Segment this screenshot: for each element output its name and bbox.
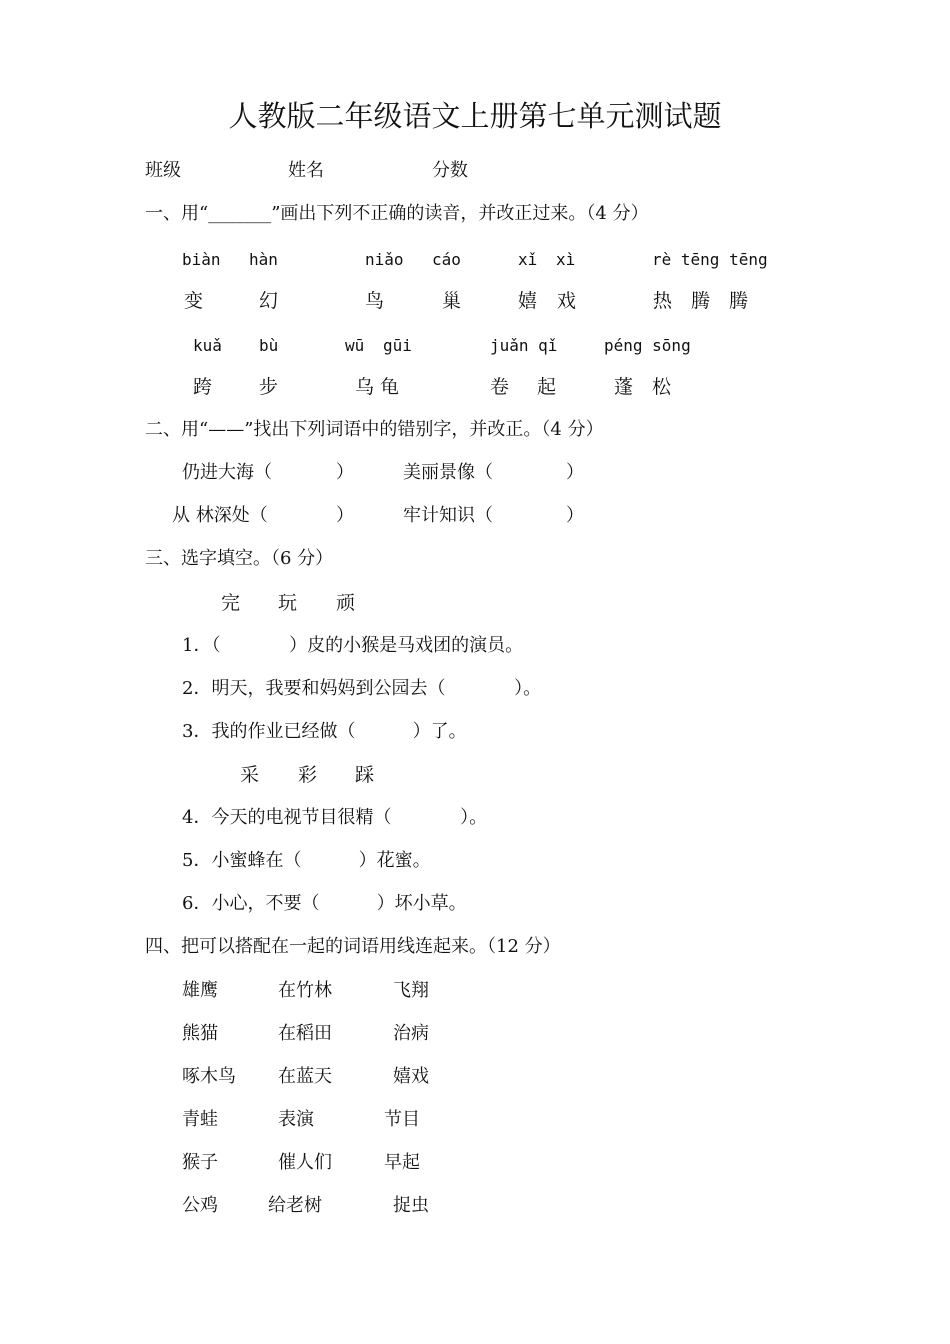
pinyin: xì [556,250,576,269]
hanzi: 鸟 [365,290,385,312]
hanzi: 步 [259,376,279,398]
hanzi: 松 [652,376,672,398]
name-label: 姓名 [288,160,324,181]
hanzi: 腾 [691,290,711,312]
match-right: 嬉戏 [393,1066,429,1087]
match-right: 捉虫 [393,1195,429,1216]
choice-char: 采 [240,764,260,786]
hanzi: 蓬 [614,376,634,398]
match-left: 熊猫 [182,1023,218,1044]
match-middle: 表演 [278,1109,314,1130]
pinyin: biàn [182,250,221,269]
match-right: 节目 [384,1109,420,1130]
pinyin: xǐ [518,250,538,269]
match-middle: 在竹林 [278,980,332,1001]
pinyin: gūi [383,336,412,355]
hanzi: 起 [537,376,557,398]
section2-heading: 二、用“——”找出下列词语中的错别字，并改正。（4 分） [145,419,604,440]
question-5: 5．小蜜蜂在（ ）花蜜。 [182,850,431,871]
match-middle: 催人们 [278,1152,332,1173]
word-item: 从 林深处（ [172,505,268,526]
pinyin: wū [345,336,365,355]
question-3: 3．我的作业已经做（ ）了。 [182,721,467,742]
hanzi: 变 [184,290,204,312]
question-6: 6．小心，不要（ ）坏小草。 [182,893,467,914]
choice-char: 完 [221,592,241,614]
hanzi: 腾 [729,290,749,312]
question-1: 1．（ ）皮的小猴是马戏团的演员。 [182,635,524,656]
pinyin: hàn [249,250,278,269]
match-middle: 给老树 [268,1195,322,1216]
match-middle: 在稻田 [278,1023,332,1044]
word-item: 美丽景像（ [403,462,493,483]
hanzi: 巢 [442,290,462,312]
choice-char: 踩 [355,764,375,786]
score-label: 分数 [432,160,468,181]
section3-heading: 三、选字填空。（6 分） [145,548,334,569]
answer-paren: ） [336,462,354,483]
pinyin: kuǎ [193,336,222,355]
hanzi: 幻 [259,290,279,312]
match-middle: 在蓝天 [278,1066,332,1087]
match-left: 青蛙 [182,1109,218,1130]
word-item: 牢计知识（ [403,505,493,526]
hanzi: 戏 [557,290,577,312]
answer-paren: ） [566,505,584,526]
choice-char: 彩 [298,764,318,786]
question-4: 4．今天的电视节目很精（ ）。 [182,807,488,828]
question-2: 2．明天，我要和妈妈到公园去（ ）。 [182,678,542,699]
section1-heading: 一、用“_______”画出下列不正确的读音，并改正过来。（4 分） [145,203,649,224]
choice-char: 玩 [278,592,298,614]
match-right: 飞翔 [393,980,429,1001]
match-left: 公鸡 [182,1195,218,1216]
answer-paren: ） [336,505,354,526]
match-right: 早起 [384,1152,420,1173]
section4-heading: 四、把可以搭配在一起的词语用线连起来。（12 分） [145,936,561,957]
pinyin: péng sōng [604,336,691,355]
page-title: 人教版二年级语文上册第七单元测试题 [228,99,722,133]
hanzi: 乌 龟 [355,376,400,398]
word-item: 仍进大海（ [182,462,272,483]
choice-char: 顽 [336,592,356,614]
hanzi: 嬉 [518,290,538,312]
pinyin: cáo [432,250,461,269]
match-left: 啄木鸟 [182,1066,236,1087]
match-right: 治病 [393,1023,429,1044]
answer-paren: ） [566,462,584,483]
hanzi: 热 [653,290,673,312]
match-left: 猴子 [182,1152,218,1173]
class-label: 班级 [145,160,181,181]
pinyin: rè tēng tēng [652,250,768,269]
hanzi: 卷 [490,376,510,398]
hanzi: 跨 [193,376,213,398]
pinyin: bù [259,336,279,355]
match-left: 雄鹰 [182,980,218,1001]
pinyin: niǎo [365,250,404,269]
pinyin: juǎn qǐ [490,336,558,355]
